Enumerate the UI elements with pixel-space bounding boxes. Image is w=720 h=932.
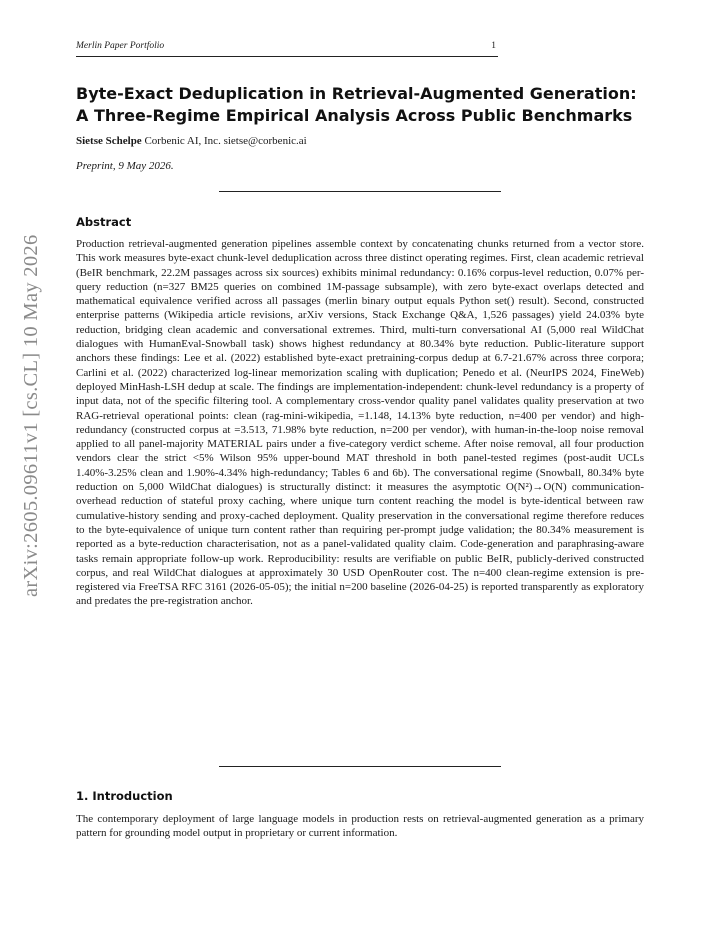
running-header	[76, 40, 498, 57]
divider-rule	[219, 191, 501, 192]
arxiv-identifier-stamp: arXiv:2605.09611v1 [cs.CL] 10 May 2026	[20, 234, 42, 597]
introduction-text: The contemporary deployment of large language models in production rests on retrieval-augmented generation as a primary pattern for grounding model output in proprietary or current information.	[76, 813, 644, 840]
author-byline	[76, 135, 307, 147]
author-affiliation: Corbenic AI, Inc. sietse@corbenic.ai	[144, 135, 307, 147]
introduction-heading: 1. Introduction	[76, 789, 173, 803]
divider-rule	[219, 766, 501, 767]
page-number: 1	[491, 41, 496, 51]
preprint-date: Preprint, 9 May 2026.	[76, 160, 174, 172]
abstract-text: Production retrieval-augmented generation pipelines assemble context by concatenating chunks returned from a vector store. This work measures byte-exact chunk-level deduplication across three distinct operating regimes. First, clean academic retrieval (BeIR benchmark, 22.2M passages across six sources) exhibits minimal redundancy: 0.16% corpus-level reduction, 0.07% per-query reduction (n=327 BM25 queries on combined 1M-passage subsample), with zero byte-exact overlaps detected and mathematical equivalence verified across all passages (merlin binary output equals Python set() result). Second, constructed enterprise patterns (Wikipedia article revisions, arXiv versions, Stack Exchange Q&A, 1,526 passages) yield 24.03% byte reduction, bridging clean academic and conversational extremes. Third, multi-turn conversational AI (5,000 real WildChat dialogues with HumanEval-Snowball task) shows highest redundancy at 80.34% byte reduction. Public-literature support anchors these findings: Lee et al. (2022) established byte-exact pretraining-corpus dedup at 6.7-21.67% across three corpora; Carlini et al. (2022) characterized log-linear memorization scaling with duplication; Penedo et al. (NeurIPS 2024, FineWeb) deployed MinHash-LSH dedup at scale. The findings are implementation-independent: chunk-level redundancy is a property of input data, not of the specific filtering tool. A complementary cross-vendor quality panel validates quality preservation at two RAG-retrieval operational points: clean (rag-mini-wikipedia, =1.148, 14.13% byte reduction, n=400 per vendor) and high-redundancy (constructed corpus at =3.513, 71.98% byte reduction, n=200 per vendor), with human-in-the-loop noise removal applied to all panel-majority MATERIAL pairs under a five-category verdict scheme. After noise removal, all four production vendors clear the strict <5% Wilson 95% upper-bound MAT threshold in both panel-tested regimes (post-audit UCLs 1.40%-3.25% clean and 1.90%-4.34% high-redundancy; Tables 6 and 6b). The conversational regime (Snowball, 80.34% byte reduction on 5,000 WildChat dialogues) is structurally distinct: it measures the asymptotic O(N²)→O(N) communication-overhead reduction of stateful proxy caching, where unique turn content reaching the model is byte-identical between raw cumulative-history sending and proxy-cached deployment. Quality preservation in the conversational regime therefore reduces to the byte-equivalence of unique turn content rather than requiring per-prompt judge validation; the 80.34% measurement is reported as a byte-reduction characterisation, not as a panel-validated quality claim. Code-generation and paraphrasing-aware tasks remain appropriate follow-up work. Reproducibility: results are verifiable on public BeIR, publicly-derived constructed corpus, and real WildChat dialogues at approximately 30 USD OpenRouter cost. The n=400 clean-regime extension is pre-registered via FreeTSA RFC 3161 (2026-05-05); the initial n=200 baseline (2026-04-25) is reported transparently as exploratory and predates the pre-registration anchor.	[76, 238, 644, 608]
running-title: Merlin Paper Portfolio	[76, 41, 165, 51]
author-name: Sietse Schelpe	[76, 135, 142, 147]
paper-title: Byte-Exact Deduplication in Retrieval-Augmented Generation: A Three-Regime Empirical Analysis Across Public Benchmarks	[76, 84, 637, 125]
abstract-heading: Abstract	[76, 215, 132, 229]
